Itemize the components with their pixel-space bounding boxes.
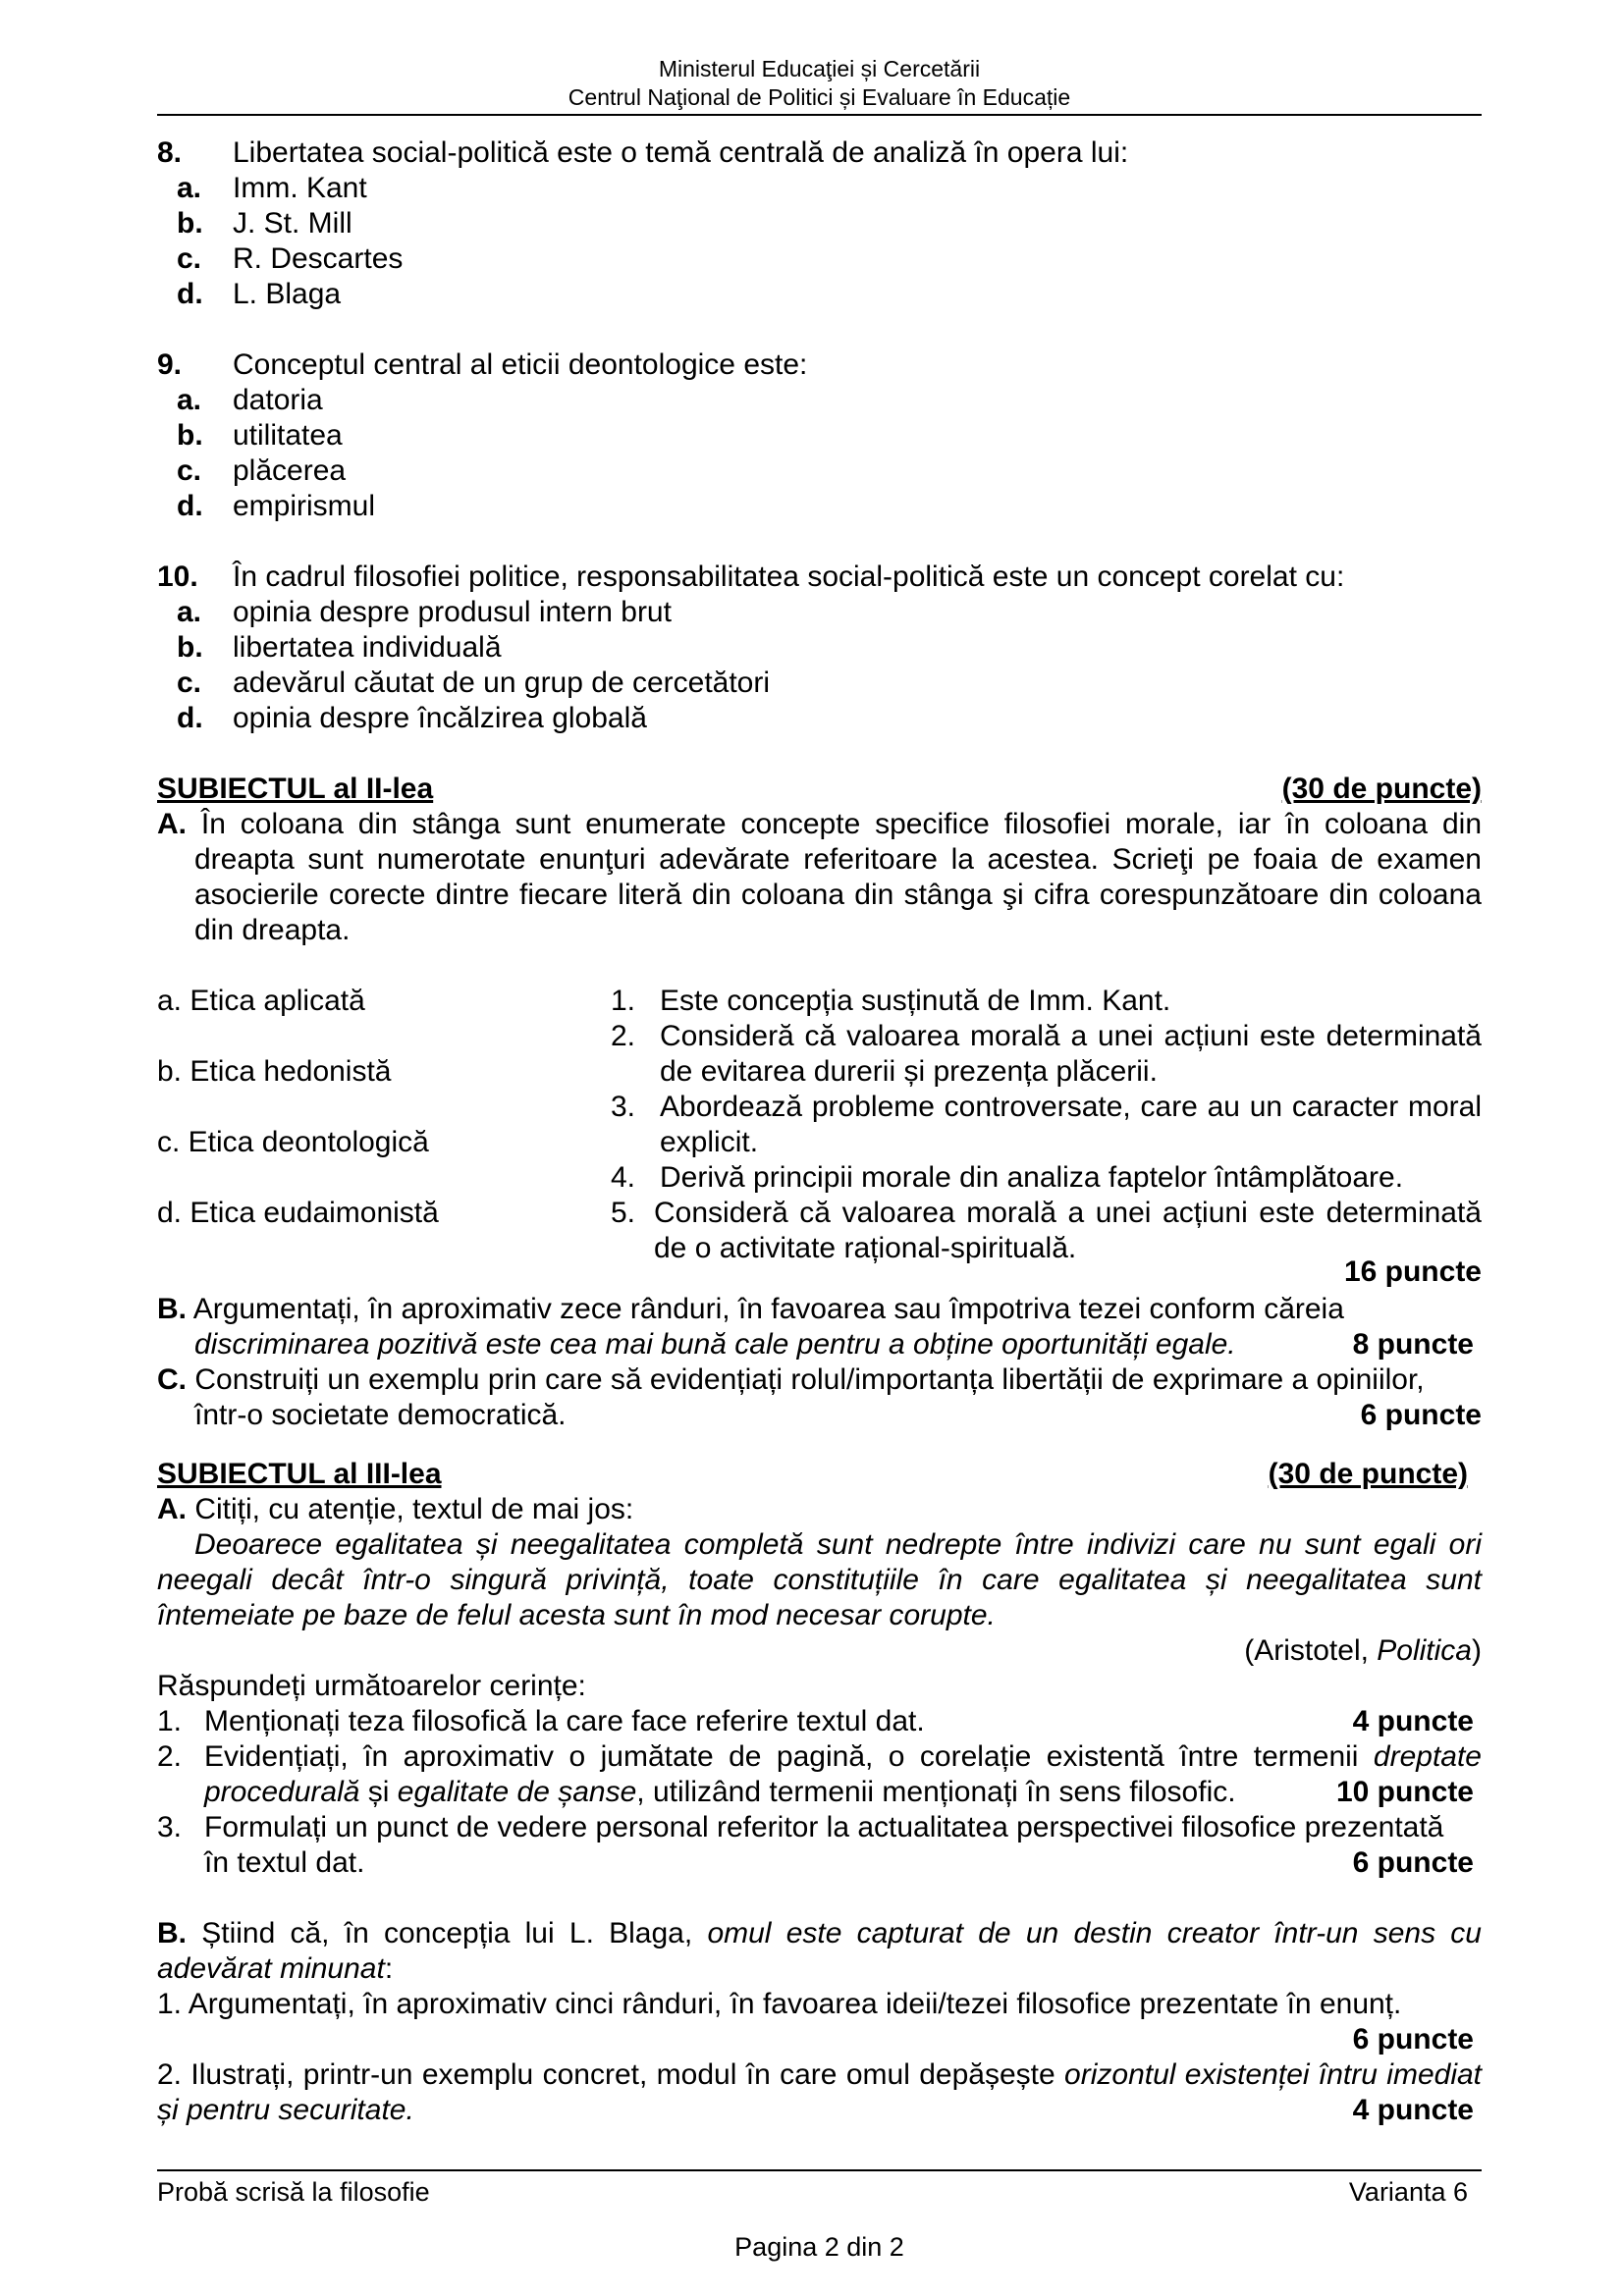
matching-table <box>157 984 1482 1264</box>
subject-3-heading <box>157 1457 1482 1492</box>
source-work: Politica <box>1377 1634 1472 1667</box>
item-text: Știind că, în concepția lui L. Blaga, <box>187 1917 708 1949</box>
option-letter: b. <box>177 631 203 664</box>
option-text: plăcerea <box>233 454 347 487</box>
item-label: C. <box>157 1363 187 1396</box>
item-label: A. <box>157 1493 187 1525</box>
right-item-text: Consideră că valoarea morală a unei acțiuni este determinată de evitarea durerii și prezența plăcerii. <box>660 1020 1482 1088</box>
requirement-number: 3. <box>157 1811 183 1843</box>
subject-3-a <box>157 1492 1482 1527</box>
footer-variant: Varianta 6 <box>1348 2177 1468 2207</box>
right-item-text: Consideră că valoarea morală a unei acțiuni este determinată de o activitate rațional-spirituală. <box>654 1197 1482 1264</box>
right-item-number: 4. <box>611 1161 636 1194</box>
item-points: 6 puncte <box>1352 2023 1474 2056</box>
item-points: 6 puncte <box>1360 1399 1482 1431</box>
page-number: Pagina 2 din 2 <box>734 2232 904 2262</box>
matching-right-column <box>611 984 1482 1266</box>
source-author: (Aristotel, <box>1244 1634 1378 1667</box>
item-text: Argumentați, în aproximativ zece rânduri, în favoarea sau împotriva tezei conform căreia <box>192 1293 1344 1325</box>
subject-2-c-cont <box>157 1398 1482 1433</box>
requirement-1 <box>157 1704 1482 1739</box>
option <box>157 383 1482 418</box>
requirement-number: 1. <box>157 1705 183 1737</box>
item-text: într-o societate democratică. <box>194 1399 567 1431</box>
item-italic-text: discriminarea pozitivă este cea mai bună cale pentru a obține oportunități egale. <box>194 1328 1236 1361</box>
option-text: Imm. Kant <box>233 172 367 204</box>
requirement-text: Evidențiați, în aproximativ o jumătate de pagină, o corelație existentă între termenii <box>204 1740 1374 1773</box>
option-text: datoria <box>233 384 323 416</box>
item-text: Citiți, cu atenție, textul de mai jos: <box>194 1493 634 1525</box>
option <box>157 666 1482 701</box>
option <box>157 277 1482 312</box>
option-letter: c. <box>177 667 202 699</box>
option-letter: d. <box>177 278 203 310</box>
page-header <box>157 55 1482 112</box>
option <box>157 454 1482 489</box>
requirement-text: 2. Ilustrați, printr-un exemplu concret, modul în care omul depășește <box>157 2058 1065 2091</box>
option <box>157 241 1482 277</box>
footer-rule <box>157 2169 1482 2171</box>
item-points: 10 puncte <box>1335 1776 1474 1808</box>
option <box>157 489 1482 524</box>
question-8 <box>157 135 1482 171</box>
right-item-number: 1. <box>611 985 636 1017</box>
requirement-term: egalitate de șanse <box>397 1776 637 1808</box>
right-item-number: 3. <box>611 1091 636 1123</box>
exam-page <box>157 55 1482 2128</box>
right-item-number: 2. <box>611 1020 636 1052</box>
option-text: libertatea individuală <box>233 631 502 664</box>
subject-3-b <box>157 1916 1482 1987</box>
subject-2-b <box>157 1292 1482 1327</box>
subject-2-a <box>157 807 1482 948</box>
requirements-intro: Răspundeți următoarelor cerințe: <box>157 1670 586 1702</box>
option-letter: b. <box>177 207 203 240</box>
right-item <box>611 1160 1482 1196</box>
requirement-text: Formulați un punct de vedere personal referitor la actualitatea perspectivei filosofice prezentată <box>204 1811 1444 1843</box>
item-text: În coloana din stânga sunt enumerate concepte specifice filosofiei morale, iar în coloana din dreapta sunt numerotate enunţuri adevărate referitoare la acestea. Scrieţi pe foaia de examen asocierile corecte dintre fiecare literă din coloana din stânga şi cifra corespunzătoare din coloana din dreapta. <box>194 808 1482 946</box>
left-item: c. Etica deontologică <box>157 1126 429 1158</box>
option-text: J. St. Mill <box>233 207 352 240</box>
option-letter: d. <box>177 702 203 734</box>
item-points: 8 puncte <box>1352 1328 1474 1361</box>
option-text: R. Descartes <box>233 242 404 275</box>
requirement-text: în textul dat. <box>204 1846 365 1879</box>
item-label: A. <box>157 808 187 840</box>
item-text: : <box>384 1952 394 1985</box>
question-10 <box>157 560 1482 595</box>
header-center: Centrul Naţional de Politici și Evaluare în Educație <box>568 84 1071 110</box>
right-item <box>611 1090 1482 1160</box>
right-item-number: 5. <box>611 1197 636 1229</box>
option-text: L. Blaga <box>233 278 342 310</box>
source-end: ) <box>1472 1634 1482 1667</box>
left-item: a. Etica aplicată <box>157 985 365 1017</box>
option <box>157 701 1482 736</box>
option <box>157 418 1482 454</box>
question-number: 8. <box>157 136 183 169</box>
header-rule <box>157 114 1482 116</box>
option-text: opinia despre încălzirea globală <box>233 702 647 734</box>
right-item-text: Derivă principii morale din analiza faptelor întâmplătoare. <box>660 1161 1404 1194</box>
question-number: 9. <box>157 348 183 381</box>
requirement-number: 2. <box>157 1740 183 1773</box>
option-letter: a. <box>177 384 202 416</box>
option-letter: a. <box>177 596 202 628</box>
option-letter: c. <box>177 242 202 275</box>
option-text: empirismul <box>233 490 376 522</box>
option-letter: a. <box>177 172 202 204</box>
item-points: 6 puncte <box>1352 1846 1474 1879</box>
subject-points: (30 de puncte) <box>1268 1458 1468 1490</box>
option-letter: c. <box>177 454 202 487</box>
quote-italic: Deoarece egalitatea și neegalitatea completă sunt nedrepte între indivizi care nu sunt egali ori neegali decât într-o singură privință, toate constituțiile în care egalitatea și neegalitatea sunt întemeiate pe baze de felul acesta sunt în mod necesar corupte. <box>157 1528 1482 1631</box>
subject-title: SUBIECTUL al III-lea <box>157 1458 442 1490</box>
right-item <box>611 1196 1482 1266</box>
subject-2-heading <box>157 772 1482 807</box>
requirement-text: 1. Argumentați, în aproximativ cinci rânduri, în favoarea ideii/tezei filosofice prezentate în enunț. <box>157 1988 1402 2020</box>
quote-source <box>157 1633 1482 1669</box>
option <box>157 171 1482 206</box>
requirement-3 <box>157 1810 1482 1881</box>
question-text: Conceptul central al eticii deontologice este: <box>233 348 808 381</box>
item-label: B. <box>157 1917 187 1949</box>
item-points: 4 puncte <box>1352 1705 1474 1737</box>
question-text: În cadrul filosofiei politice, responsabilitatea social-politică este un concept corelat cu: <box>233 561 1345 593</box>
right-item-text: Abordează probleme controversate, care au un caracter moral explicit. <box>660 1091 1482 1158</box>
requirement-2 <box>157 1739 1482 1810</box>
question-text: Libertatea social-politică este o temă centrală de analiză în opera lui: <box>233 136 1129 169</box>
requirement-text: Menționați teza filosofică la care face referire textul dat. <box>204 1705 925 1737</box>
subject-2-c <box>157 1362 1482 1398</box>
option <box>157 206 1482 241</box>
requirement-text: , utilizând termenii menționați în sens filosofic. <box>636 1776 1236 1808</box>
subject-2-a-points: 16 puncte <box>1343 1255 1482 1288</box>
subject-3-b-2 <box>157 2057 1482 2128</box>
question-9 <box>157 347 1482 383</box>
right-item <box>611 984 1482 1019</box>
page-footer <box>157 2169 1482 2264</box>
subject-3-b-1 <box>157 1987 1482 2022</box>
subject-2-b-cont <box>157 1327 1482 1362</box>
item-label: B. <box>157 1293 187 1325</box>
option <box>157 595 1482 630</box>
item-italic-text: omul este capturat de un destin creator într-un sens cu adevărat minunat <box>157 1917 1482 1985</box>
subject-title: SUBIECTUL al II-lea <box>157 773 434 805</box>
option-letter: d. <box>177 490 203 522</box>
option-letter: b. <box>177 419 203 452</box>
requirement-text: și <box>359 1776 398 1808</box>
item-text: Construiți un exemplu prin care să evidențiați rolul/importanța libertății de exprimare a opiniilor, <box>194 1363 1425 1396</box>
option-text: utilitatea <box>233 419 343 452</box>
question-number: 10. <box>157 561 198 593</box>
left-item: b. Etica hedonistă <box>157 1055 392 1088</box>
requirement-term: dreptate procedurală <box>204 1740 1482 1808</box>
option-text: opinia despre produsul intern brut <box>233 596 672 628</box>
item-italic-text: orizontul existenței întru imediat și pentru securitate. <box>157 2058 1483 2126</box>
right-item <box>611 1019 1482 1090</box>
subject-points: (30 de puncte) <box>1281 773 1482 805</box>
option <box>157 630 1482 666</box>
right-item-text: Este concepția susținută de Imm. Kant. <box>660 985 1171 1017</box>
header-ministry: Ministerul Educaţiei și Cercetării <box>658 56 981 81</box>
matching-left-column <box>157 984 589 1266</box>
footer-exam-name: Probă scrisă la filosofie <box>157 2177 430 2207</box>
quote-text <box>157 1527 1482 1633</box>
left-item: d. Etica eudaimonistă <box>157 1197 439 1229</box>
item-points: 4 puncte <box>1352 2094 1474 2126</box>
option-text: adevărul căutat de un grup de cercetători <box>233 667 771 699</box>
